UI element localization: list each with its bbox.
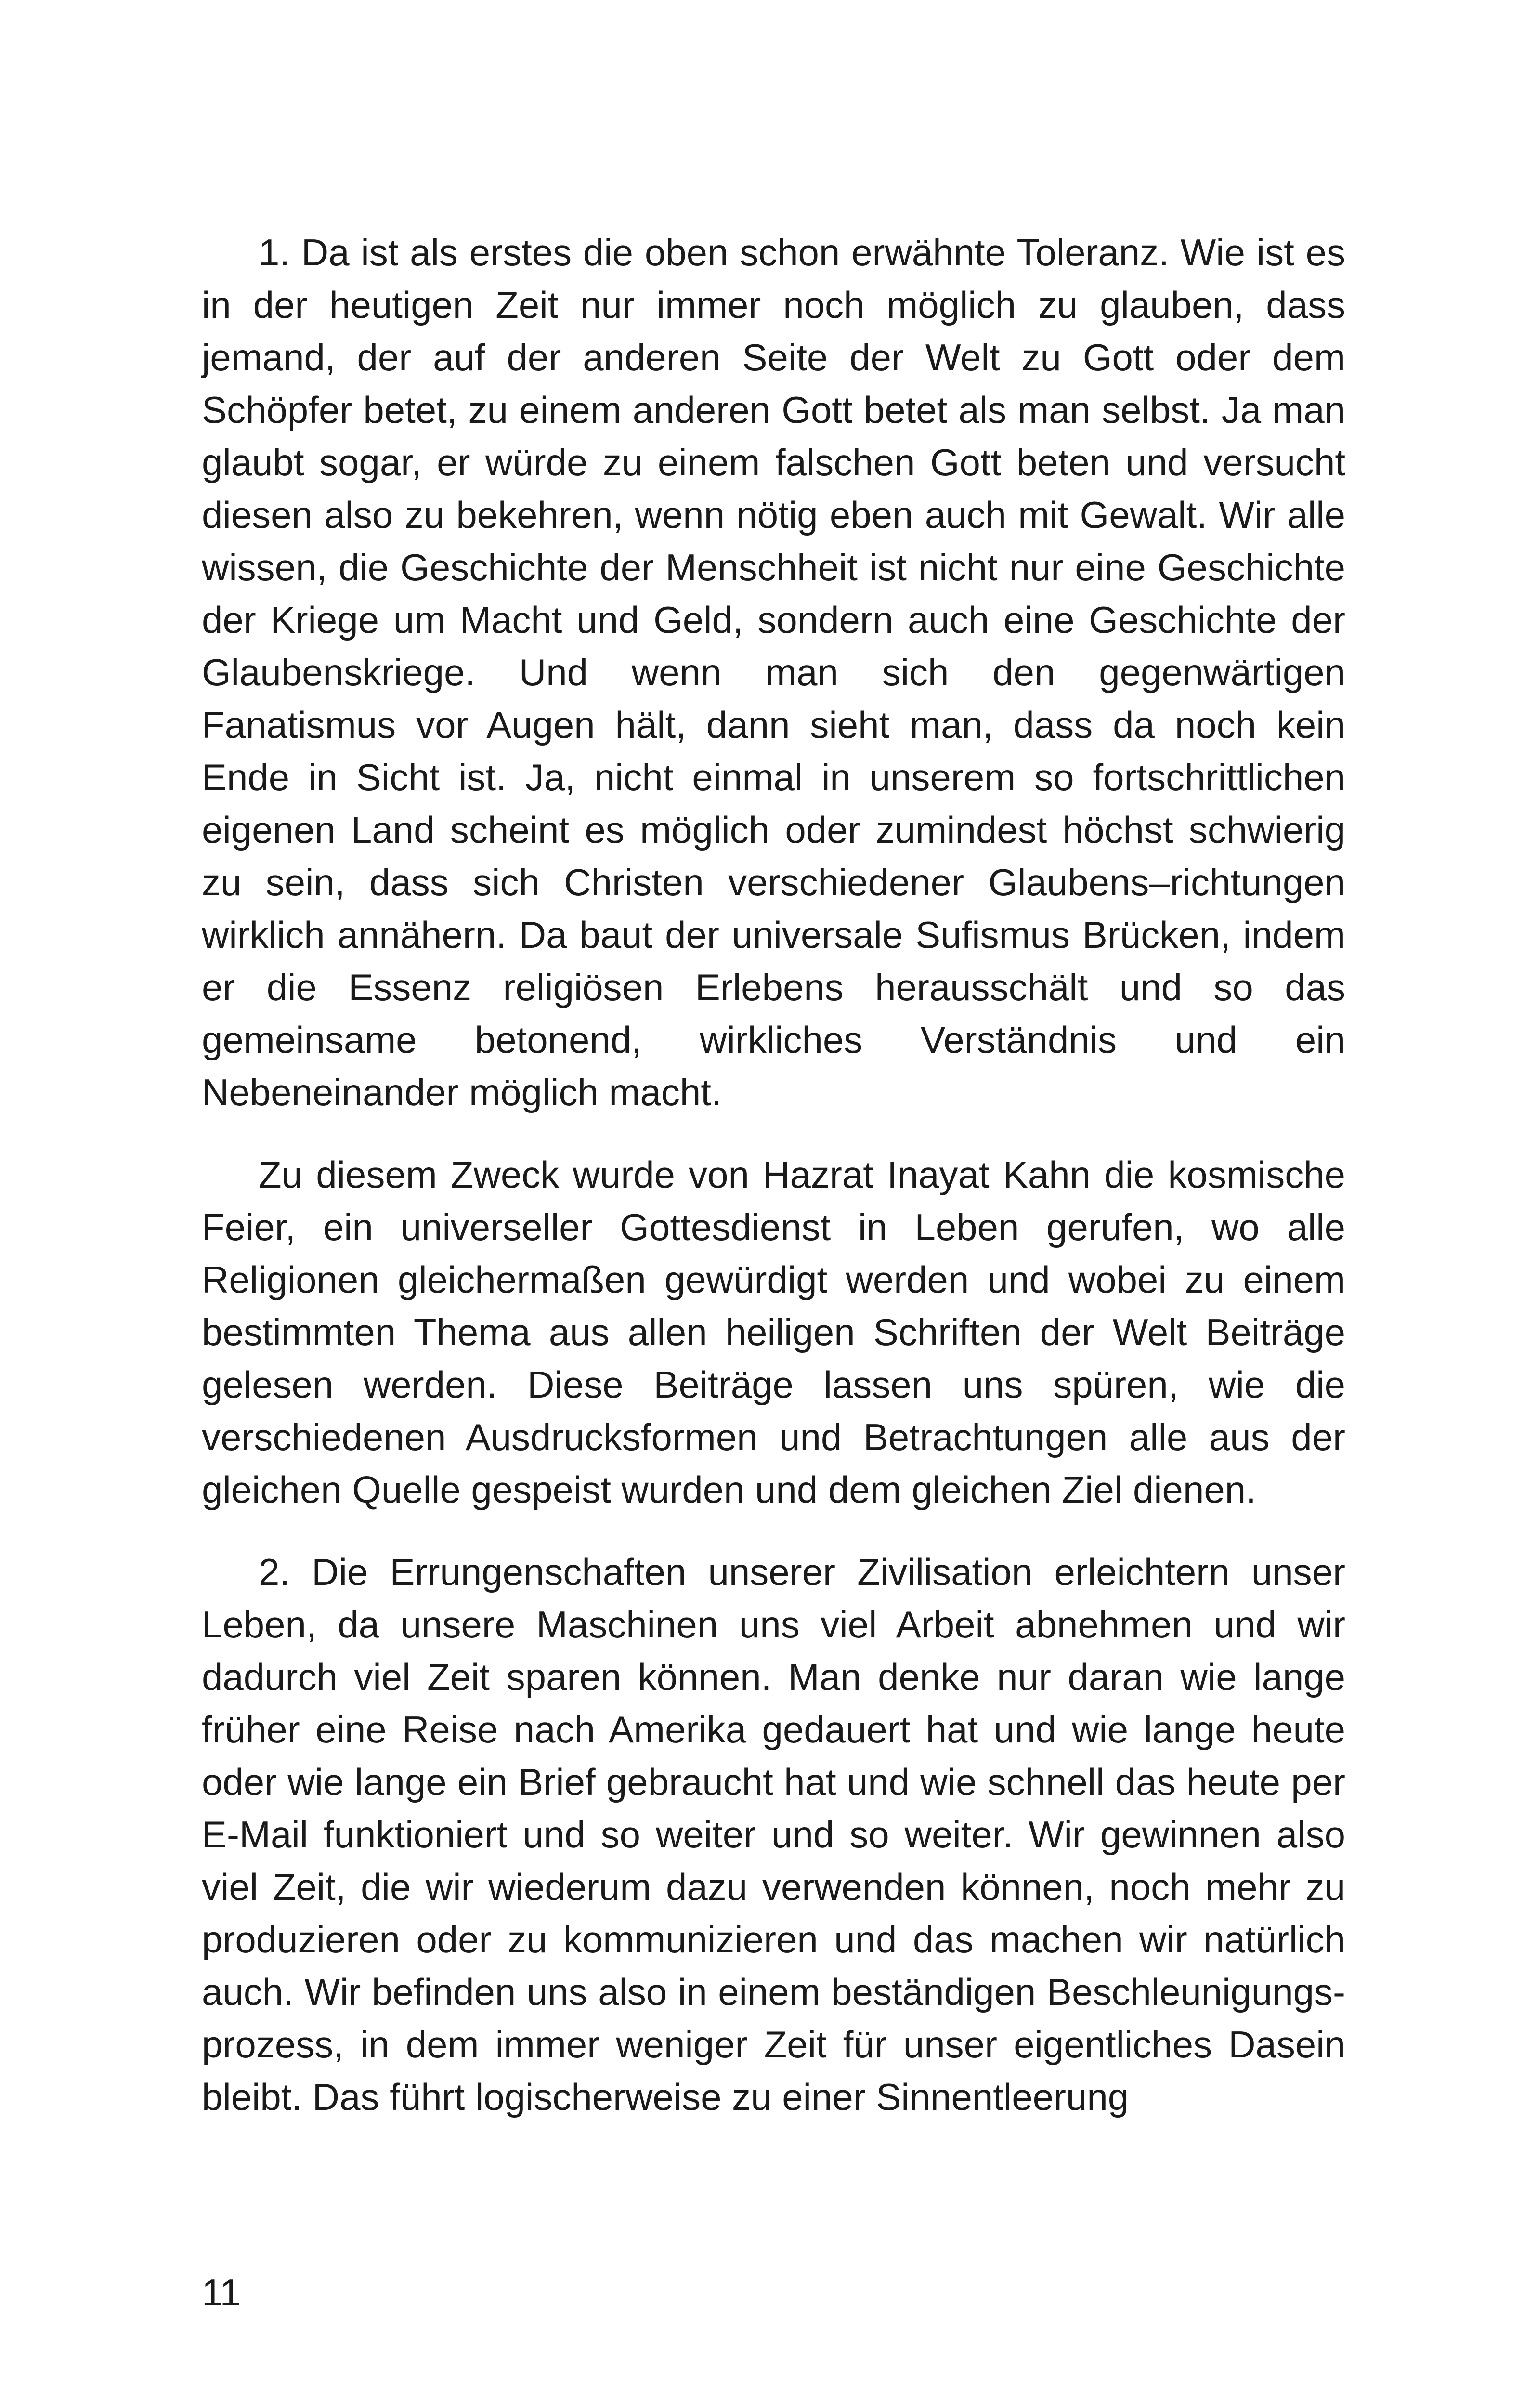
page-body <box>202 226 1345 2153</box>
paragraph-civilization: 2. Die Errungenschaften unserer Zivilisation erleichtern unser Leben, da unsere Maschinen uns viel Arbeit abnehmen und wir dadurch viel Zeit sparen können. Man denke nur daran wie lange früher eine Reise nach Amerika gedauert hat und wie lange heute oder wie lange ein Brief gebraucht hat und wie schnell das heute per E-Mail funktioniert und so weiter und so weiter. Wir gewinnen also viel Zeit, die wir wiederum dazu verwenden können, noch mehr zu produzieren oder zu kommunizieren und das machen wir natürlich auch. Wir befinden uns also in einem beständigen Beschleunigungs-prozess, in dem immer weniger Zeit für unser eigentliches Dasein bleibt. Das führt logischerweise zu einer Sinnentleerung <box>202 1551 1345 2118</box>
paragraph-tolerance: 1. Da ist als erstes die oben schon erwähnte Toleranz. Wie ist es in der heutigen Zeit nur immer noch möglich zu glauben, dass jemand, der auf der anderen Seite der Welt zu Gott oder dem Schöpfer betet, zu einem anderen Gott betet als man selbst. Ja man glaubt sogar, er würde zu einem falschen Gott beten und versucht diesen also zu bekehren, wenn nötig eben auch mit Gewalt. Wir alle wissen, die Geschichte der Menschheit ist nicht nur eine Geschichte der Kriege um Macht und Geld, sondern auch eine Geschichte der Glaubenskriege. Und wenn man sich den gegenwärtigen Fanatismus vor Augen hält, dann sieht man, dass da noch kein Ende in Sicht ist. Ja, nicht einmal in unserem so fortschrittlichen eigenen Land scheint es möglich oder zumindest höchst schwierig zu sein, dass sich Christen verschiedener Glaubens–richtungen wirklich annähern. Da baut der universale Sufismus Brücken, indem er die Essenz religiösen Erlebens herausschält und so das gemeinsame betonend, wirkliches Verständnis und ein Nebeneinander möglich macht. <box>202 231 1345 1113</box>
page-number: 11 <box>202 2271 241 2314</box>
paragraph-cosmic-celebration: Zu diesem Zweck wurde von Hazrat Inayat Kahn die kosmische Feier, ein universeller Gottesdienst in Leben gerufen, wo alle Religionen gleichermaßen gewürdigt werden und wobei zu einem bestimmten Thema aus allen heiligen Schriften der Welt Beiträge gelesen werden. Diese Beiträge lassen uns spüren, wie die verschiedenen Ausdrucksformen und Betrachtungen alle aus der gleichen Quelle gespeist wurden und dem gleichen Ziel dienen. <box>202 1153 1345 1511</box>
